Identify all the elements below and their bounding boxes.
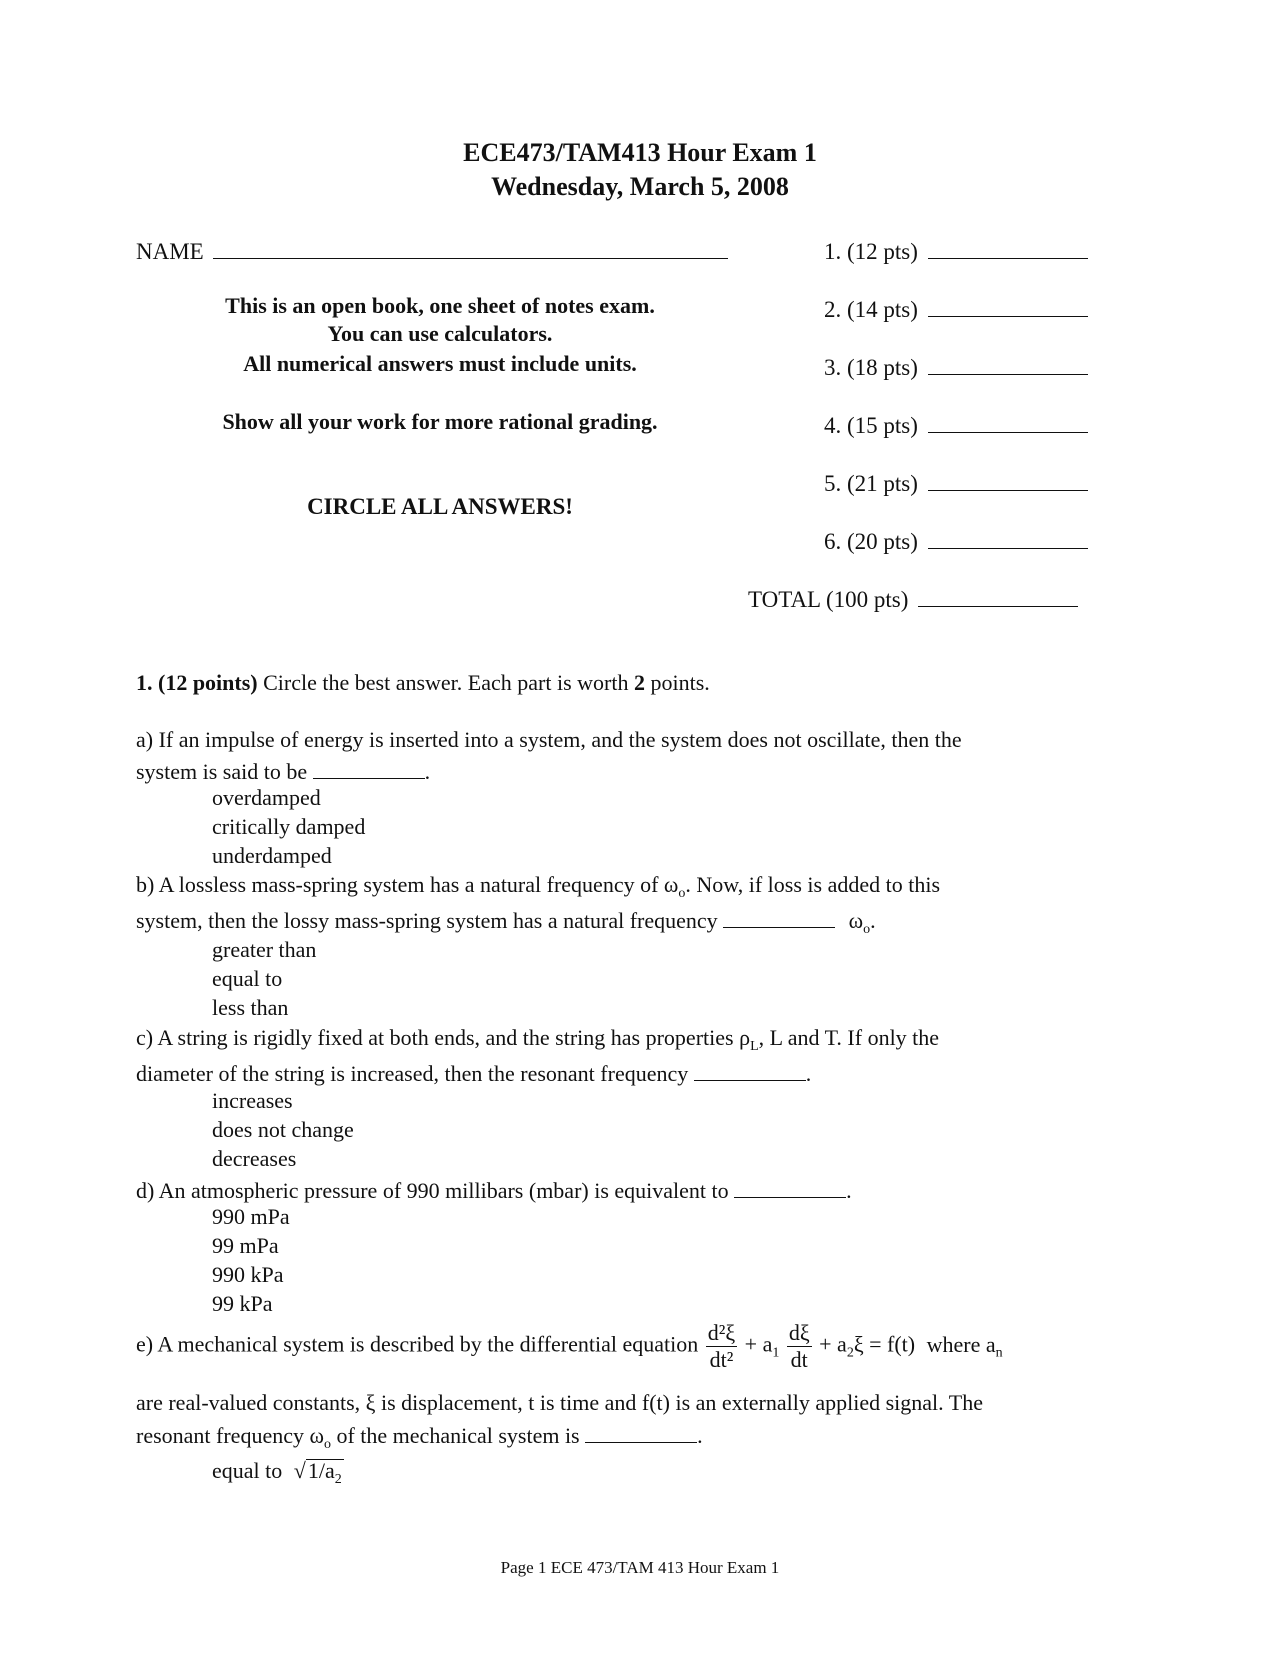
part-a-option[interactable]: underdamped bbox=[212, 843, 332, 868]
sqrt-icon: √ bbox=[293, 1458, 306, 1483]
part-b-option[interactable]: less than bbox=[212, 995, 289, 1020]
score-field-6[interactable] bbox=[928, 525, 1088, 549]
part-a-line1: a) If an impulse of energy is inserted into a system, and the system does not oscillate, then the bbox=[136, 727, 962, 752]
score-field-total[interactable] bbox=[918, 583, 1078, 607]
part-d-blank[interactable] bbox=[734, 1175, 846, 1198]
part-a-option[interactable]: overdamped bbox=[212, 785, 321, 810]
instruction-3: All numerical answers must include units. bbox=[243, 351, 637, 376]
fraction-first-derivative: $\frac{d\xi}{dt}$ bbox=[788, 1320, 810, 1372]
part-c-option[interactable]: decreases bbox=[212, 1146, 297, 1171]
instruction-4: Show all your work for more rational grading. bbox=[222, 409, 658, 434]
part-b-blank[interactable] bbox=[723, 905, 835, 928]
score-row-4: 4. (15 pts) bbox=[824, 409, 1088, 439]
score-row-6: 6. (20 pts) bbox=[824, 525, 1088, 555]
part-e-line1: e) A mechanical system is described by the differential equation $\frac{\text{d²ξ}}{\text{dt²}}$ + $a_1$ $\frac{d\xi}{dt}$ + $a_2\xi = f(t)$ where $a_n$ bbox=[136, 1320, 1003, 1372]
part-c-option[interactable]: does not change bbox=[212, 1117, 354, 1142]
score-field-3[interactable] bbox=[928, 351, 1088, 375]
name-row bbox=[136, 235, 728, 265]
exam-title: ECE473/TAM413 Hour Exam 1 bbox=[463, 138, 817, 167]
part-b-option[interactable]: equal to bbox=[212, 966, 283, 991]
score-field-5[interactable] bbox=[928, 467, 1088, 491]
part-a-option[interactable]: critically damped bbox=[212, 814, 366, 839]
part-b-line2: system, then the lossy mass-spring system has a natural frequency $\omega_o$. bbox=[136, 905, 876, 938]
part-e-blank[interactable] bbox=[585, 1420, 697, 1443]
score-field-1[interactable] bbox=[928, 235, 1088, 259]
part-c-line1: c) A string is rigidly fixed at both ends, and the string has properties $\rho_L$, L and T. If only the bbox=[136, 1025, 940, 1054]
part-d-option[interactable]: 990 mPa bbox=[212, 1204, 290, 1229]
score-row-5: 5. (21 pts) bbox=[824, 467, 1088, 497]
score-row-total: TOTAL (100 pts) bbox=[748, 583, 1078, 613]
part-c-option[interactable]: increases bbox=[212, 1088, 293, 1113]
part-b-option[interactable]: greater than bbox=[212, 937, 317, 962]
part-a-line2: system is said to be . bbox=[136, 756, 430, 785]
part-c-line2: diameter of the string is increased, then the resonant frequency . bbox=[136, 1058, 811, 1087]
problem-1-heading: 1. (12 points) Circle the best answer. Each part is worth 2 points. bbox=[136, 670, 710, 695]
instruction-2: You can use calculators. bbox=[327, 321, 553, 346]
part-b-line1: b) A lossless mass-spring system has a natural frequency of $\omega_o$. Now, if loss is added to this bbox=[136, 872, 941, 901]
exam-date: Wednesday, March 5, 2008 bbox=[491, 172, 789, 201]
part-d-option[interactable]: 990 kPa bbox=[212, 1262, 284, 1287]
score-row-2: 2. (14 pts) bbox=[824, 293, 1088, 323]
fraction-second-derivative: $\frac{\text{d²ξ}}{\text{dt²}}$ bbox=[707, 1320, 736, 1372]
name-label: NAME bbox=[136, 239, 204, 264]
part-c-blank[interactable] bbox=[694, 1058, 806, 1081]
page-footer: Page 1 ECE 473/TAM 413 Hour Exam 1 bbox=[500, 1558, 780, 1577]
part-e-line3: resonant frequency $\omega_o$ of the mechanical system is . bbox=[136, 1420, 703, 1453]
name-field[interactable] bbox=[213, 235, 728, 259]
part-d-option[interactable]: 99 mPa bbox=[212, 1233, 279, 1258]
part-e-line2: are real-valued constants, ξ is displacement, t is time and f(t) is an externally applied signal. The bbox=[136, 1390, 983, 1415]
score-field-2[interactable] bbox=[928, 293, 1088, 317]
circle-notice: CIRCLE ALL ANSWERS! bbox=[307, 494, 573, 519]
part-e-option[interactable]: equal to $√1/a_2$ bbox=[212, 1458, 344, 1491]
score-field-4[interactable] bbox=[928, 409, 1088, 433]
instruction-1: This is an open book, one sheet of notes exam. bbox=[225, 293, 655, 318]
score-row-3: 3. (18 pts) bbox=[824, 351, 1088, 381]
part-a-blank[interactable] bbox=[313, 756, 425, 779]
part-d-line1: d) An atmospheric pressure of 990 millibars (mbar) is equivalent to . bbox=[136, 1175, 852, 1204]
part-d-option[interactable]: 99 kPa bbox=[212, 1291, 273, 1316]
score-row-1: 1. (12 pts) bbox=[824, 235, 1088, 265]
